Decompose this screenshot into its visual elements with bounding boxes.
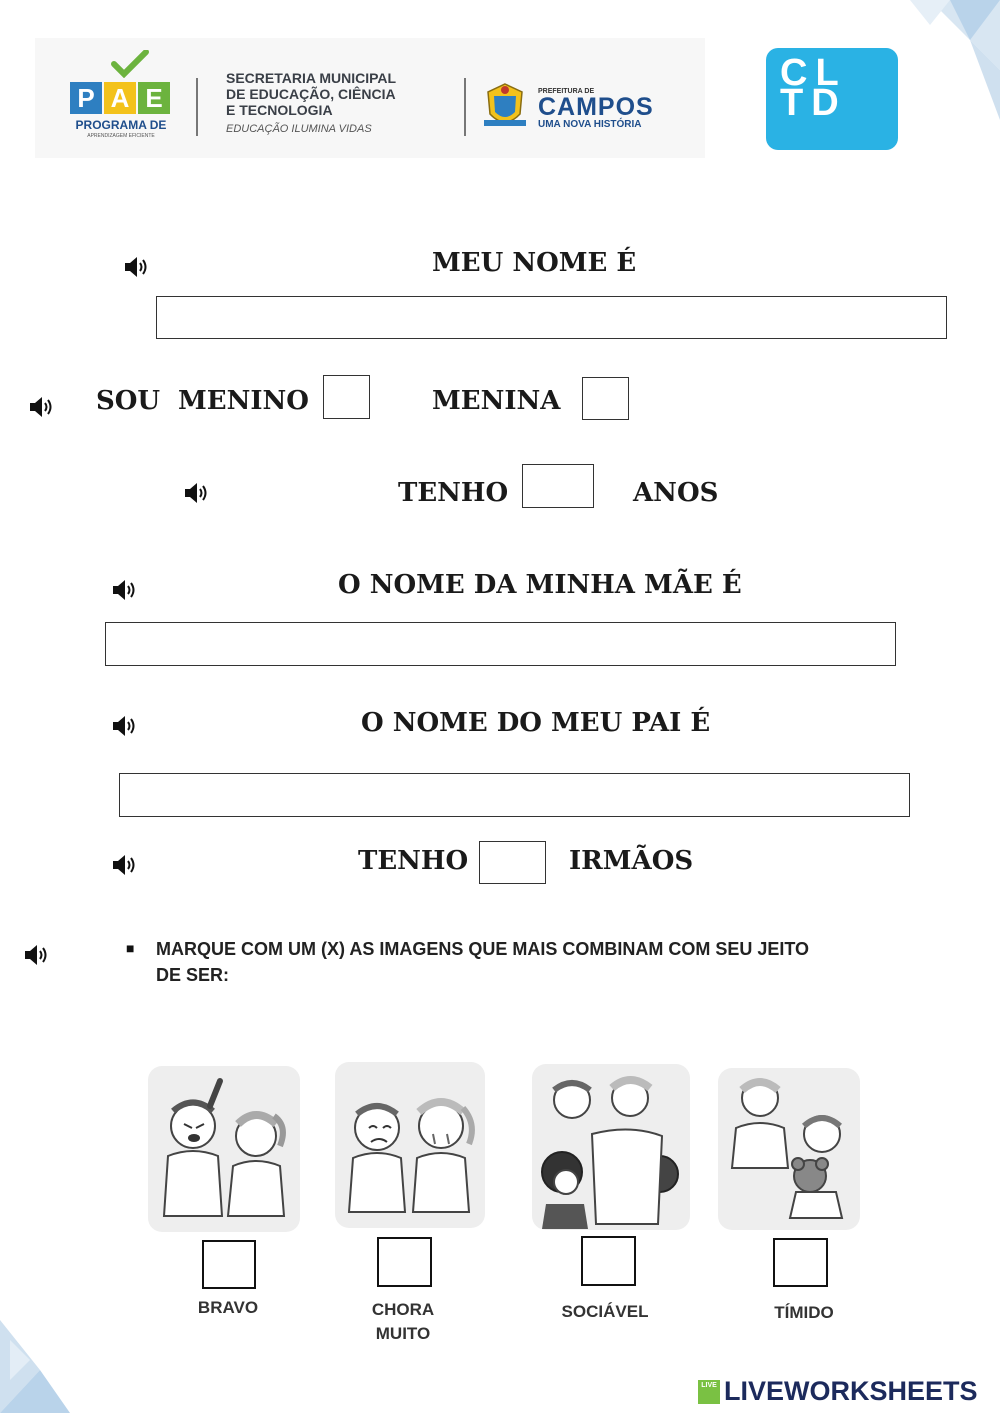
speaker-icon[interactable] <box>182 480 210 506</box>
name-label: MEU NOME É <box>432 248 637 278</box>
age-prefix: TENHO <box>398 478 509 508</box>
timido-label-line-1: TÍMIDO <box>774 1303 834 1322</box>
siblings-prefix: TENHO <box>358 846 469 876</box>
bravo-checkbox[interactable] <box>202 1240 256 1289</box>
secretaria-line-1: SECRETARIA MUNICIPAL <box>226 70 397 86</box>
question-line-2: DE SER: <box>156 965 230 985</box>
cltd-line-1: CL <box>780 52 847 94</box>
question-bullet: ■ <box>126 940 135 956</box>
mother-field[interactable] <box>105 622 896 666</box>
menino-checkbox[interactable] <box>323 375 370 419</box>
crying-kids-illustration <box>335 1062 485 1228</box>
angry-kids-drawing <box>148 1066 300 1232</box>
pae-letter-e: E <box>138 82 170 114</box>
bravo-label <box>168 1296 288 1320</box>
shy-kids-illustration <box>718 1068 860 1230</box>
siblings-suffix: IRMÃOS <box>569 846 694 876</box>
crying-kids-drawing <box>335 1062 485 1228</box>
menina-checkbox[interactable] <box>582 377 629 420</box>
pae-letter-p: P <box>70 82 102 114</box>
pae-letter-a: A <box>104 82 136 114</box>
mother-label: O NOME DA MINHA MÃE É <box>338 570 742 600</box>
secretaria-line-3: E TECNOLOGIA <box>226 102 333 118</box>
campos-logo-text <box>538 88 654 130</box>
campos-tagline: UMA NOVA HISTÓRIA <box>538 119 642 130</box>
chora-muito-label <box>343 1298 463 1346</box>
pae-subcaption: APRENDIZAGEM EFICIENTE <box>87 133 155 139</box>
liveworksheets-brand: LIVEWORKSHEETS <box>724 1376 978 1406</box>
pae-caption: PROGRAMA DE <box>75 118 167 132</box>
corner-triangles-top-right <box>890 0 1000 130</box>
liveworksheets-logo <box>698 1378 994 1408</box>
sou-label: SOU <box>96 386 161 416</box>
sociavel-checkbox[interactable] <box>581 1236 636 1286</box>
pae-logo <box>68 50 178 145</box>
name-field[interactable] <box>156 296 947 339</box>
social-kids-illustration <box>532 1064 690 1230</box>
secretaria-slogan: EDUCAÇÃO ILUMINA VIDAS <box>226 123 372 135</box>
speaker-icon[interactable] <box>110 577 138 603</box>
speaker-icon[interactable] <box>27 394 55 420</box>
siblings-field[interactable] <box>479 841 546 884</box>
social-kids-drawing <box>532 1064 690 1230</box>
speaker-icon[interactable] <box>22 942 50 968</box>
corner-triangles-bottom-left <box>0 1320 80 1413</box>
cltd-line-2: TD <box>780 82 847 124</box>
header-divider-2 <box>464 78 466 136</box>
menina-label: MENINA <box>432 386 561 416</box>
menino-label: MENINO <box>178 386 309 416</box>
campos-small: PREFEITURA DE <box>538 88 595 95</box>
speaker-icon[interactable] <box>110 713 138 739</box>
chora-muito-checkbox[interactable] <box>377 1237 432 1287</box>
sociavel-label-line-1: SOCIÁVEL <box>561 1302 649 1321</box>
cltd-logo <box>766 48 898 150</box>
secretaria-block <box>226 70 456 135</box>
father-field[interactable] <box>119 773 910 817</box>
age-suffix: ANOS <box>633 478 719 508</box>
shy-kids-drawing <box>718 1068 860 1230</box>
campos-coat-of-arms-icon <box>482 82 528 132</box>
age-field[interactable] <box>522 464 594 508</box>
father-label: O NOME DO MEU PAI É <box>361 708 711 738</box>
live-badge: LIVE <box>698 1380 720 1404</box>
header-divider <box>196 78 198 136</box>
speaker-icon[interactable] <box>110 852 138 878</box>
sociavel-label <box>545 1300 665 1324</box>
chora-muito-label-line-2: MUITO <box>375 1324 431 1343</box>
checkmark-icon <box>110 50 150 78</box>
campos-name: CAMPOS <box>538 93 654 121</box>
timido-label <box>744 1301 864 1325</box>
angry-kids-illustration <box>148 1066 300 1232</box>
question-line-1: MARQUE COM UM (X) AS IMAGENS QUE MAIS COMBINAM COM SEU JEITO <box>156 939 810 959</box>
bravo-label-line-1: BRAVO <box>197 1298 259 1317</box>
speaker-icon[interactable] <box>122 254 150 280</box>
secretaria-line-2: DE EDUCAÇÃO, CIÊNCIA <box>226 86 396 102</box>
timido-checkbox[interactable] <box>773 1238 828 1287</box>
chora-muito-label-line-1: CHORA <box>371 1300 435 1319</box>
